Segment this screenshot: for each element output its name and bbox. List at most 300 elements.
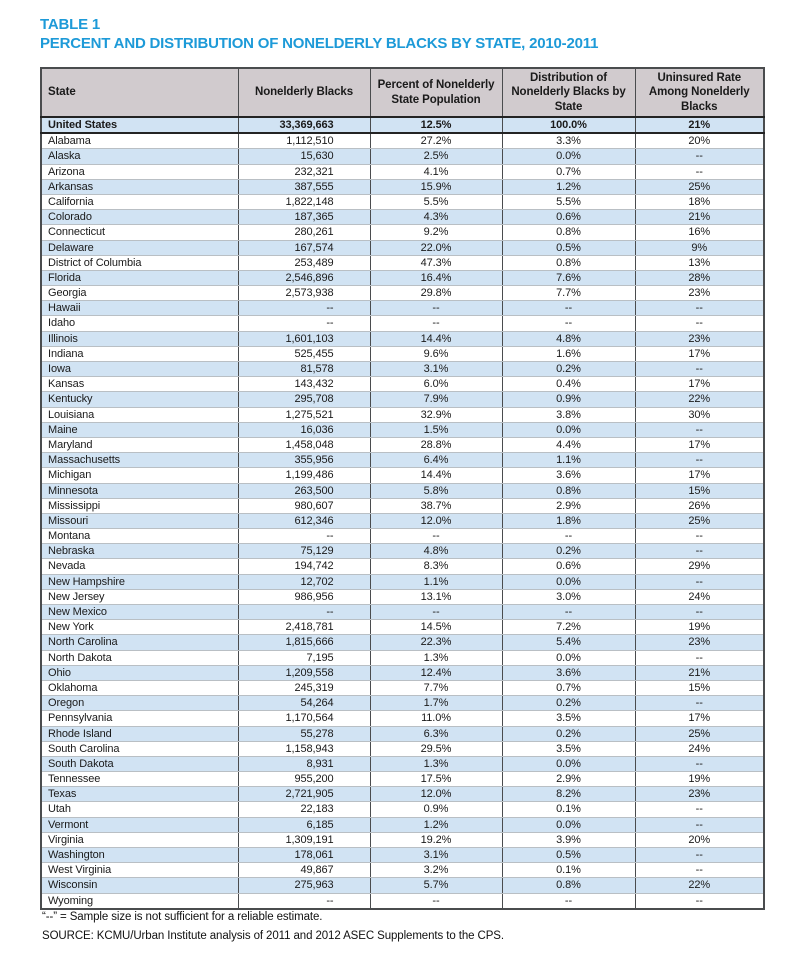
cell-uninsured-rate: -- (635, 316, 764, 331)
cell-percent-state-population: 12.5% (370, 117, 502, 133)
table-row (41, 346, 764, 361)
cell-nonelderly-blacks: 1,458,048 (238, 437, 370, 452)
cell-nonelderly-blacks: 2,721,905 (238, 787, 370, 802)
cell-uninsured-rate: -- (635, 529, 764, 544)
cell-state: South Carolina (41, 741, 238, 756)
cell-state: Idaho (41, 316, 238, 331)
cell-distribution-by-state: 0.8% (502, 878, 635, 893)
cell-distribution-by-state: 0.0% (502, 574, 635, 589)
cell-uninsured-rate: 21% (635, 210, 764, 225)
cell-uninsured-rate: -- (635, 362, 764, 377)
cell-nonelderly-blacks: 49,867 (238, 863, 370, 878)
cell-state: Virginia (41, 832, 238, 847)
cell-distribution-by-state: -- (502, 893, 635, 909)
cell-uninsured-rate: 21% (635, 665, 764, 680)
cell-percent-state-population: 27.2% (370, 133, 502, 149)
cell-nonelderly-blacks: 81,578 (238, 362, 370, 377)
cell-percent-state-population: 6.0% (370, 377, 502, 392)
cell-distribution-by-state: 7.7% (502, 286, 635, 301)
cell-uninsured-rate: 23% (635, 787, 764, 802)
cell-nonelderly-blacks: -- (238, 605, 370, 620)
cell-percent-state-population: 8.3% (370, 559, 502, 574)
cell-uninsured-rate: -- (635, 544, 764, 559)
cell-state: Indiana (41, 346, 238, 361)
cell-percent-state-population: 9.2% (370, 225, 502, 240)
cell-percent-state-population: 6.3% (370, 726, 502, 741)
column-header-nonelderly-blacks: Nonelderly Blacks (238, 68, 370, 117)
cell-state: Maine (41, 422, 238, 437)
table-row (41, 559, 764, 574)
cell-distribution-by-state: 1.6% (502, 346, 635, 361)
cell-state: Louisiana (41, 407, 238, 422)
cell-uninsured-rate: 20% (635, 832, 764, 847)
cell-distribution-by-state: 0.5% (502, 240, 635, 255)
column-header-state: State (41, 68, 238, 117)
table-row (41, 620, 764, 635)
cell-distribution-by-state: 0.1% (502, 802, 635, 817)
cell-distribution-by-state: 0.1% (502, 863, 635, 878)
cell-distribution-by-state: 100.0% (502, 117, 635, 133)
table-row (41, 832, 764, 847)
cell-distribution-by-state: 7.2% (502, 620, 635, 635)
cell-state: California (41, 194, 238, 209)
cell-percent-state-population: 1.7% (370, 696, 502, 711)
cell-nonelderly-blacks: 1,170,564 (238, 711, 370, 726)
cell-distribution-by-state: 0.2% (502, 726, 635, 741)
cell-nonelderly-blacks: 178,061 (238, 848, 370, 863)
cell-uninsured-rate: 24% (635, 589, 764, 604)
cell-uninsured-rate: -- (635, 574, 764, 589)
table-row (41, 878, 764, 893)
cell-distribution-by-state: 3.9% (502, 832, 635, 847)
cell-uninsured-rate: 20% (635, 133, 764, 149)
cell-distribution-by-state: 1.8% (502, 513, 635, 528)
cell-nonelderly-blacks: 525,455 (238, 346, 370, 361)
cell-uninsured-rate: -- (635, 453, 764, 468)
column-header-uninsured-rate: Uninsured Rate Among Nonelderly Blacks (635, 68, 764, 117)
table-row (41, 225, 764, 240)
cell-percent-state-population: 14.4% (370, 331, 502, 346)
cell-uninsured-rate: -- (635, 605, 764, 620)
cell-state: Alaska (41, 149, 238, 164)
cell-nonelderly-blacks: 986,956 (238, 589, 370, 604)
cell-state: New Jersey (41, 589, 238, 604)
table-row (41, 787, 764, 802)
cell-uninsured-rate: -- (635, 422, 764, 437)
cell-percent-state-population: 3.2% (370, 863, 502, 878)
table-title: PERCENT AND DISTRIBUTION OF NONELDERLY BLACKS BY STATE, 2010-2011 (40, 35, 599, 52)
column-header-distribution-by-state: Distribution of Nonelderly Blacks by State (502, 68, 635, 117)
cell-nonelderly-blacks: 54,264 (238, 696, 370, 711)
cell-distribution-by-state: 0.2% (502, 362, 635, 377)
cell-distribution-by-state: 0.8% (502, 483, 635, 498)
cell-uninsured-rate: 25% (635, 179, 764, 194)
table-number-label: TABLE 1 (40, 16, 100, 33)
title-block (40, 16, 764, 53)
cell-uninsured-rate: 23% (635, 635, 764, 650)
cell-uninsured-rate: 21% (635, 117, 764, 133)
cell-distribution-by-state: 3.6% (502, 468, 635, 483)
cell-nonelderly-blacks: 280,261 (238, 225, 370, 240)
cell-nonelderly-blacks: 980,607 (238, 498, 370, 513)
table-row (41, 741, 764, 756)
cell-state: Alabama (41, 133, 238, 149)
table-row (41, 149, 764, 164)
cell-nonelderly-blacks: 612,346 (238, 513, 370, 528)
cell-distribution-by-state: 0.0% (502, 149, 635, 164)
cell-nonelderly-blacks: 263,500 (238, 483, 370, 498)
cell-distribution-by-state: 0.6% (502, 210, 635, 225)
cell-percent-state-population: 16.4% (370, 270, 502, 285)
cell-uninsured-rate: -- (635, 893, 764, 909)
cell-nonelderly-blacks: -- (238, 316, 370, 331)
cell-percent-state-population: 2.5% (370, 149, 502, 164)
cell-percent-state-population: 22.3% (370, 635, 502, 650)
cell-distribution-by-state: 0.8% (502, 225, 635, 240)
cell-nonelderly-blacks: 1,309,191 (238, 832, 370, 847)
cell-nonelderly-blacks: 143,432 (238, 377, 370, 392)
cell-distribution-by-state: 3.5% (502, 711, 635, 726)
cell-state: Colorado (41, 210, 238, 225)
cell-distribution-by-state: 0.7% (502, 680, 635, 695)
cell-percent-state-population: 12.0% (370, 787, 502, 802)
table-header (41, 68, 764, 117)
cell-nonelderly-blacks: 12,702 (238, 574, 370, 589)
cell-state: Illinois (41, 331, 238, 346)
cell-distribution-by-state: 2.9% (502, 498, 635, 513)
cell-state: Kansas (41, 377, 238, 392)
cell-percent-state-population: 11.0% (370, 711, 502, 726)
table-row (41, 331, 764, 346)
cell-nonelderly-blacks: 295,708 (238, 392, 370, 407)
cell-nonelderly-blacks: 1,199,486 (238, 468, 370, 483)
cell-uninsured-rate: 19% (635, 620, 764, 635)
cell-percent-state-population: 12.4% (370, 665, 502, 680)
cell-uninsured-rate: 15% (635, 680, 764, 695)
cell-percent-state-population: -- (370, 529, 502, 544)
cell-uninsured-rate: 28% (635, 270, 764, 285)
cell-uninsured-rate: 22% (635, 878, 764, 893)
cell-state: Nebraska (41, 544, 238, 559)
cell-nonelderly-blacks: -- (238, 301, 370, 316)
cell-nonelderly-blacks: -- (238, 529, 370, 544)
cell-percent-state-population: 47.3% (370, 255, 502, 270)
cell-state: Wyoming (41, 893, 238, 909)
cell-nonelderly-blacks: 1,601,103 (238, 331, 370, 346)
cell-percent-state-population: 13.1% (370, 589, 502, 604)
cell-nonelderly-blacks: 1,822,148 (238, 194, 370, 209)
table-row (41, 605, 764, 620)
table-row (41, 422, 764, 437)
cell-uninsured-rate: -- (635, 301, 764, 316)
cell-nonelderly-blacks: 275,963 (238, 878, 370, 893)
table-row (41, 802, 764, 817)
cell-uninsured-rate: 23% (635, 331, 764, 346)
cell-state: Vermont (41, 817, 238, 832)
table-row (41, 848, 764, 863)
cell-distribution-by-state: 0.5% (502, 848, 635, 863)
table-row (41, 194, 764, 209)
cell-percent-state-population: 5.7% (370, 878, 502, 893)
cell-state: New Mexico (41, 605, 238, 620)
cell-nonelderly-blacks: 15,630 (238, 149, 370, 164)
cell-state: Arizona (41, 164, 238, 179)
table-row (41, 468, 764, 483)
table-row (41, 377, 764, 392)
table-row (41, 255, 764, 270)
cell-distribution-by-state: 0.2% (502, 696, 635, 711)
cell-percent-state-population: 1.3% (370, 756, 502, 771)
cell-nonelderly-blacks: 1,815,666 (238, 635, 370, 650)
table-row (41, 164, 764, 179)
table-body (41, 117, 764, 909)
cell-uninsured-rate: 17% (635, 377, 764, 392)
cell-distribution-by-state: -- (502, 605, 635, 620)
cell-uninsured-rate: 22% (635, 392, 764, 407)
cell-percent-state-population: 14.4% (370, 468, 502, 483)
cell-uninsured-rate: -- (635, 756, 764, 771)
cell-percent-state-population: 32.9% (370, 407, 502, 422)
cell-distribution-by-state: 2.9% (502, 772, 635, 787)
cell-nonelderly-blacks: 387,555 (238, 179, 370, 194)
cell-distribution-by-state: 8.2% (502, 787, 635, 802)
cell-state: Mississippi (41, 498, 238, 513)
cell-uninsured-rate: -- (635, 650, 764, 665)
cell-distribution-by-state: 3.6% (502, 665, 635, 680)
cell-percent-state-population: 14.5% (370, 620, 502, 635)
table-row (41, 453, 764, 468)
cell-distribution-by-state: 1.1% (502, 453, 635, 468)
cell-distribution-by-state: 3.3% (502, 133, 635, 149)
cell-percent-state-population: 5.8% (370, 483, 502, 498)
cell-percent-state-population: 17.5% (370, 772, 502, 787)
cell-uninsured-rate: -- (635, 848, 764, 863)
table-row (41, 635, 764, 650)
cell-distribution-by-state: 3.0% (502, 589, 635, 604)
cell-nonelderly-blacks: 6,185 (238, 817, 370, 832)
cell-nonelderly-blacks: 167,574 (238, 240, 370, 255)
table-row (41, 117, 764, 133)
state-data-table (40, 67, 765, 910)
table-row (41, 407, 764, 422)
cell-distribution-by-state: 0.0% (502, 817, 635, 832)
cell-uninsured-rate: -- (635, 802, 764, 817)
cell-distribution-by-state: 0.0% (502, 422, 635, 437)
cell-nonelderly-blacks: 2,418,781 (238, 620, 370, 635)
cell-uninsured-rate: -- (635, 817, 764, 832)
cell-nonelderly-blacks: 355,956 (238, 453, 370, 468)
cell-state: New Hampshire (41, 574, 238, 589)
cell-state: North Dakota (41, 650, 238, 665)
cell-percent-state-population: 1.2% (370, 817, 502, 832)
cell-nonelderly-blacks: 194,742 (238, 559, 370, 574)
header-row (41, 68, 764, 117)
cell-uninsured-rate: 18% (635, 194, 764, 209)
table-row (41, 316, 764, 331)
cell-state: Delaware (41, 240, 238, 255)
cell-percent-state-population: 1.1% (370, 574, 502, 589)
cell-state: New York (41, 620, 238, 635)
table-row (41, 696, 764, 711)
cell-percent-state-population: 6.4% (370, 453, 502, 468)
table-row (41, 863, 764, 878)
cell-distribution-by-state: 0.6% (502, 559, 635, 574)
cell-state: North Carolina (41, 635, 238, 650)
cell-nonelderly-blacks: 1,275,521 (238, 407, 370, 422)
cell-uninsured-rate: 30% (635, 407, 764, 422)
cell-percent-state-population: 15.9% (370, 179, 502, 194)
cell-nonelderly-blacks: 253,489 (238, 255, 370, 270)
cell-percent-state-population: 29.5% (370, 741, 502, 756)
cell-nonelderly-blacks: 22,183 (238, 802, 370, 817)
cell-state: Iowa (41, 362, 238, 377)
cell-percent-state-population: 4.8% (370, 544, 502, 559)
cell-percent-state-population: 7.7% (370, 680, 502, 695)
cell-state: Nevada (41, 559, 238, 574)
cell-uninsured-rate: 17% (635, 346, 764, 361)
cell-nonelderly-blacks: 16,036 (238, 422, 370, 437)
table-row (41, 650, 764, 665)
cell-nonelderly-blacks: 55,278 (238, 726, 370, 741)
cell-nonelderly-blacks: 1,209,558 (238, 665, 370, 680)
table-row (41, 210, 764, 225)
cell-distribution-by-state: 0.0% (502, 650, 635, 665)
cell-state: Connecticut (41, 225, 238, 240)
cell-uninsured-rate: 16% (635, 225, 764, 240)
table-row (41, 301, 764, 316)
cell-percent-state-population: 12.0% (370, 513, 502, 528)
cell-nonelderly-blacks: 187,365 (238, 210, 370, 225)
cell-percent-state-population: 3.1% (370, 848, 502, 863)
cell-state: Pennsylvania (41, 711, 238, 726)
table-row (41, 483, 764, 498)
cell-uninsured-rate: 17% (635, 468, 764, 483)
cell-uninsured-rate: -- (635, 863, 764, 878)
cell-distribution-by-state: 0.9% (502, 392, 635, 407)
table-row (41, 240, 764, 255)
cell-uninsured-rate: 29% (635, 559, 764, 574)
cell-state: Oregon (41, 696, 238, 711)
cell-uninsured-rate: -- (635, 164, 764, 179)
cell-distribution-by-state: 1.2% (502, 179, 635, 194)
cell-uninsured-rate: 25% (635, 726, 764, 741)
cell-percent-state-population: -- (370, 605, 502, 620)
cell-distribution-by-state: 3.8% (502, 407, 635, 422)
cell-uninsured-rate: -- (635, 149, 764, 164)
cell-distribution-by-state: -- (502, 529, 635, 544)
cell-distribution-by-state: -- (502, 301, 635, 316)
cell-percent-state-population: 19.2% (370, 832, 502, 847)
cell-distribution-by-state: 4.8% (502, 331, 635, 346)
cell-distribution-by-state: 4.4% (502, 437, 635, 452)
cell-state: Missouri (41, 513, 238, 528)
cell-state: Minnesota (41, 483, 238, 498)
cell-uninsured-rate: 24% (635, 741, 764, 756)
cell-state: Tennessee (41, 772, 238, 787)
table-row (41, 286, 764, 301)
cell-percent-state-population: 1.5% (370, 422, 502, 437)
cell-nonelderly-blacks: 1,112,510 (238, 133, 370, 149)
table-row (41, 711, 764, 726)
table-row (41, 574, 764, 589)
cell-state: Hawaii (41, 301, 238, 316)
cell-percent-state-population: 5.5% (370, 194, 502, 209)
cell-percent-state-population: -- (370, 316, 502, 331)
cell-uninsured-rate: 26% (635, 498, 764, 513)
cell-distribution-by-state: 3.5% (502, 741, 635, 756)
table-row (41, 133, 764, 149)
cell-distribution-by-state: 0.0% (502, 756, 635, 771)
cell-state: Ohio (41, 665, 238, 680)
cell-percent-state-population: 3.1% (370, 362, 502, 377)
cell-uninsured-rate: 23% (635, 286, 764, 301)
cell-state: Maryland (41, 437, 238, 452)
table-row (41, 726, 764, 741)
table-row (41, 544, 764, 559)
table-row (41, 817, 764, 832)
table-row (41, 665, 764, 680)
cell-nonelderly-blacks: 232,321 (238, 164, 370, 179)
cell-percent-state-population: 7.9% (370, 392, 502, 407)
cell-percent-state-population: 0.9% (370, 802, 502, 817)
cell-percent-state-population: 4.3% (370, 210, 502, 225)
cell-state: Arkansas (41, 179, 238, 194)
table-row (41, 680, 764, 695)
cell-uninsured-rate: 17% (635, 711, 764, 726)
cell-percent-state-population: 38.7% (370, 498, 502, 513)
cell-uninsured-rate: 17% (635, 437, 764, 452)
cell-percent-state-population: 1.3% (370, 650, 502, 665)
cell-state: Oklahoma (41, 680, 238, 695)
cell-percent-state-population: -- (370, 301, 502, 316)
cell-state: Michigan (41, 468, 238, 483)
cell-state: Rhode Island (41, 726, 238, 741)
cell-uninsured-rate: 9% (635, 240, 764, 255)
column-header-percent-state-population: Percent of Nonelderly State Population (370, 68, 502, 117)
table-row (41, 772, 764, 787)
cell-percent-state-population: 28.8% (370, 437, 502, 452)
cell-uninsured-rate: 25% (635, 513, 764, 528)
cell-nonelderly-blacks: 245,319 (238, 680, 370, 695)
cell-nonelderly-blacks: 8,931 (238, 756, 370, 771)
cell-percent-state-population: -- (370, 893, 502, 909)
cell-state: United States (41, 117, 238, 133)
cell-distribution-by-state: -- (502, 316, 635, 331)
table-row (41, 270, 764, 285)
table-row (41, 498, 764, 513)
cell-distribution-by-state: 0.7% (502, 164, 635, 179)
cell-distribution-by-state: 5.4% (502, 635, 635, 650)
cell-nonelderly-blacks: 1,158,943 (238, 741, 370, 756)
cell-state: Kentucky (41, 392, 238, 407)
cell-uninsured-rate: -- (635, 696, 764, 711)
cell-state: District of Columbia (41, 255, 238, 270)
cell-nonelderly-blacks: 955,200 (238, 772, 370, 787)
cell-percent-state-population: 4.1% (370, 164, 502, 179)
cell-nonelderly-blacks: 75,129 (238, 544, 370, 559)
cell-state: Montana (41, 529, 238, 544)
cell-state: West Virginia (41, 863, 238, 878)
cell-distribution-by-state: 0.4% (502, 377, 635, 392)
cell-percent-state-population: 22.0% (370, 240, 502, 255)
cell-percent-state-population: 29.8% (370, 286, 502, 301)
cell-state: South Dakota (41, 756, 238, 771)
cell-percent-state-population: 9.6% (370, 346, 502, 361)
cell-uninsured-rate: 19% (635, 772, 764, 787)
cell-state: Washington (41, 848, 238, 863)
cell-state: Texas (41, 787, 238, 802)
cell-state: Wisconsin (41, 878, 238, 893)
